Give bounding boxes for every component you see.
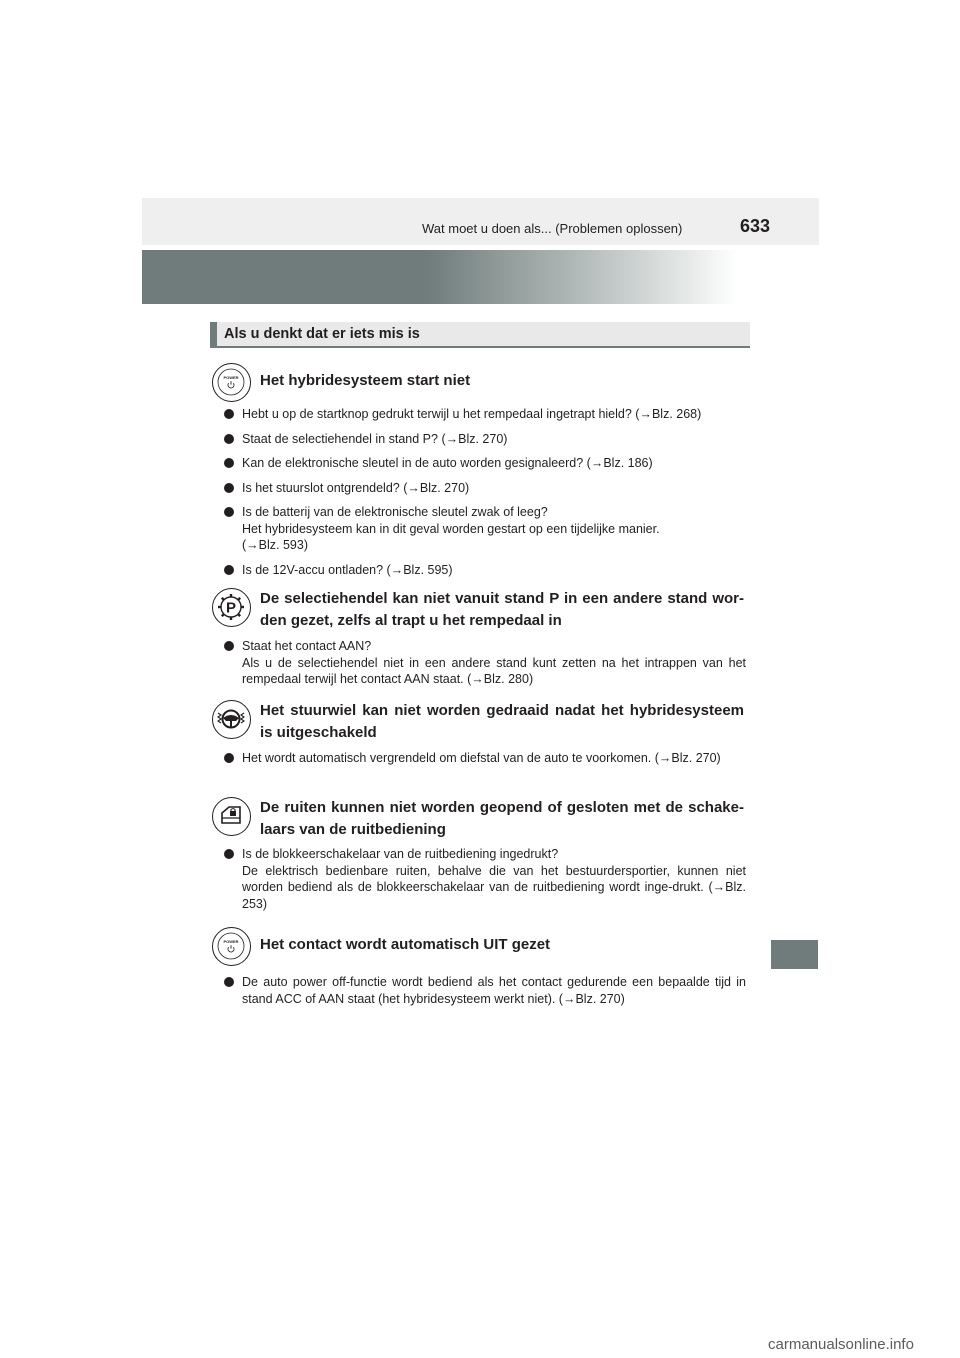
window-lock-icon [212,797,251,836]
list-item: Het wordt automatisch vergrendeld om diefstal van de auto te voorkomen. (→Blz. 270) [210,750,746,767]
park-gear-icon [212,588,251,627]
power-label: POWER [223,939,239,944]
bullet-icon [224,565,234,575]
steering-lock-icon [212,700,251,739]
subsection-title: De ruiten kunnen niet worden geopend of gesloten met de schake-laars van de ruitbediening [260,799,744,838]
bullet-icon [224,641,234,651]
bullet-icon [224,977,234,987]
subsection-title: Het hybridesysteem start niet [260,372,471,389]
list-item: Staat het contact AAN? Als u de selectiehendel niet in een andere stand kunt zetten na het intrappen van het rempedaal terwijl het contact AAN staat. (→Blz. 280) [210,638,746,688]
chapter-side-tab [771,940,818,969]
list-item: Kan de elektronische sleutel in de auto worden gesignaleerd? (→Blz. 186) [210,455,746,472]
bullet-icon [224,458,234,468]
list-item: Is de 12V-accu ontladen? (→Blz. 595) [210,562,746,579]
list-item: Staat de selectiehendel in stand P? (→Blz. 270) [210,431,746,448]
bullet-icon [224,753,234,763]
bullet-icon [224,849,234,859]
power-button-icon [212,363,251,402]
bullet-list [210,638,746,696]
subsection-title: Het stuurwiel kan niet worden gedraaid nadat het hybridesysteem is uitgeschakeld [260,702,744,741]
list-item: Is het stuurslot ontgrendeld? (→Blz. 270) [210,480,746,497]
list-item: De auto power off-functie wordt bediend als het contact gedurende een bepaalde tijd in stand ACC of AAN staat (het hybridesysteem werkt niet). (→Blz. 270) [210,974,746,1007]
list-item: Hebt u op de startknop gedrukt terwijl u het rempedaal ingetrapt hield? (→Blz. 268) [210,406,746,423]
list-item: Is de blokkeerschakelaar van de ruitbediening ingedrukt? De elektrisch bedienbare ruiten, behalve die van het bestuurdersportier, kunnen niet worden bediend als de blokkeerschakelaar van de ruitbediening wordt inge-drukt. (→Blz. 253) [210,846,746,912]
power-button-icon [212,927,251,966]
bullet-list [210,846,746,920]
page-number: 633 [740,216,771,236]
power-label: POWER [223,375,239,380]
subsection-title: Het contact wordt automatisch UIT gezet [260,936,551,953]
watermark: carmanualsonline.info [768,1336,914,1353]
chapter-band [142,250,819,304]
section-heading-bar [210,322,750,348]
section-accent [210,322,217,346]
bullet-icon [224,434,234,444]
subsection-title: De selectiehendel kan niet vanuit stand P in een andere stand wor-den gezet, zelfs al trapt u het rempedaal in [260,590,744,629]
bullet-list [210,974,746,1015]
bullet-icon [224,507,234,517]
bullet-icon [224,483,234,493]
section-title: Als u denkt dat er iets mis is [224,326,420,342]
bullet-list [210,406,746,586]
list-item: Is de batterij van de elektronische sleutel zwak of leeg? Het hybridesysteem kan in dit geval worden gestart op een tijdelijke manier. (→Blz. 593) [210,504,746,554]
bullet-icon [224,409,234,419]
bullet-list [210,750,746,775]
running-header: Wat moet u doen als... (Problemen oplossen) [422,221,683,236]
park-letter: P [225,599,237,617]
